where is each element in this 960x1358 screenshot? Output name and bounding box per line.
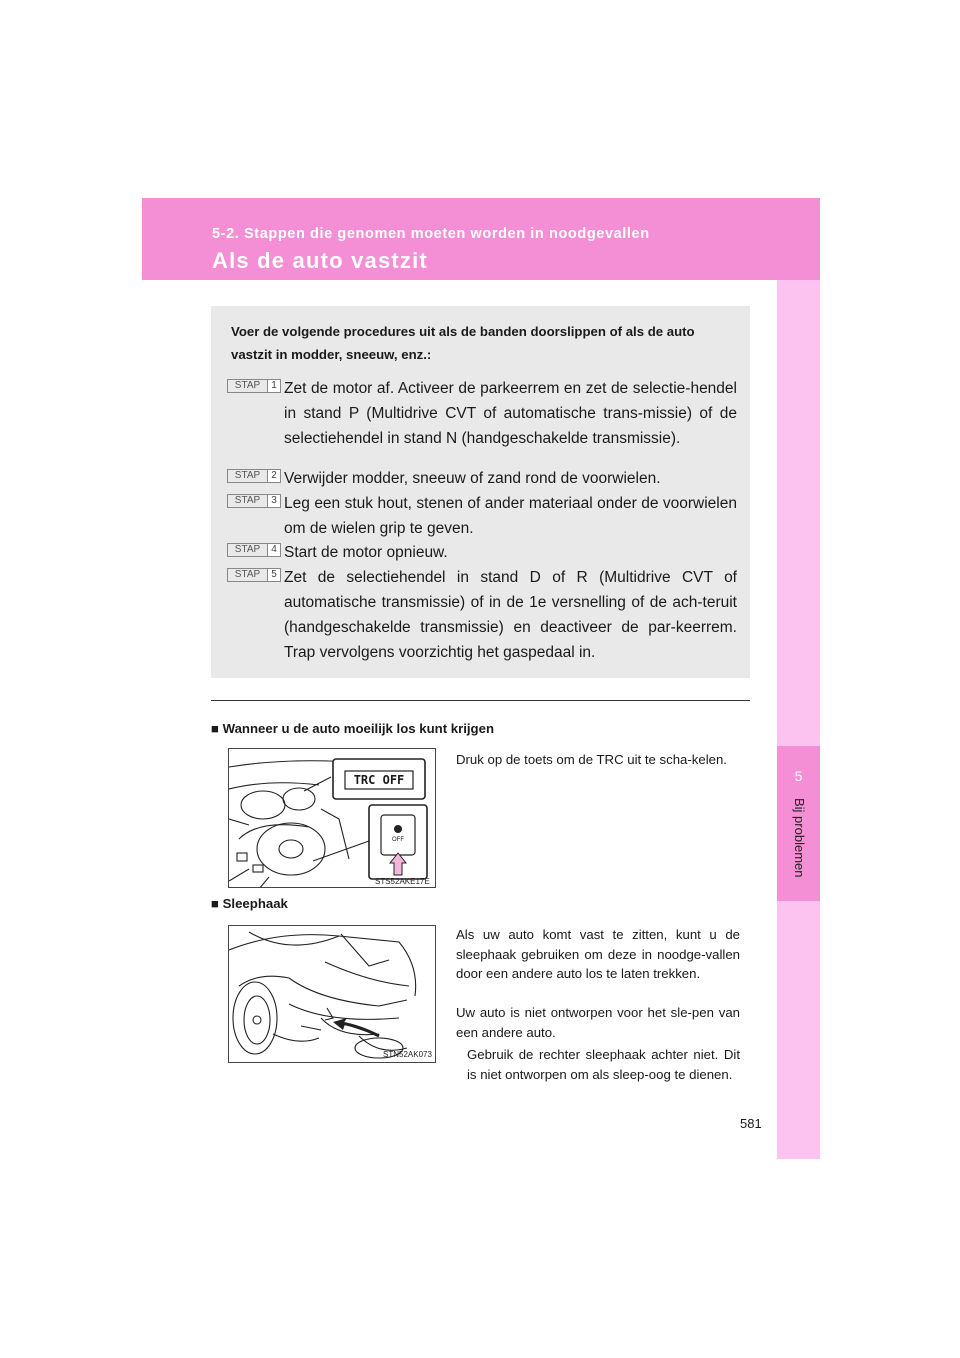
procedure-box — [211, 306, 750, 678]
towing-hook-text: Als uw auto komt vast te zitten, kunt u de sleephaak gebruiken om deze in noodge-vallen door een andere auto los te laten trekken. — [456, 927, 740, 981]
towing-hook-illustration-code: STN52AK073 — [383, 1050, 432, 1059]
step-badge — [227, 379, 281, 393]
step-badge-number: 4 — [267, 544, 280, 556]
towing-hook-text-2: Uw auto is niet ontworpen voor het sle-pen van een andere auto. — [456, 1005, 740, 1040]
step-badge — [227, 543, 281, 557]
step-text: Zet de selectiehendel in stand D of R (Multidrive CVT of automatische transmissie) of in de 1e versnelling of de ach-teruit (handgeschakelde transmissie) en deactiveer de par-keerrem. Trap vervolgens voorzichtig het gaspedaal in. — [284, 569, 737, 661]
step-5 — [227, 565, 737, 665]
dashboard-drawing — [229, 749, 436, 888]
step-badge-number: 3 — [267, 495, 280, 507]
step-badge-word: STAP — [234, 380, 261, 391]
trc-heading: ■ Wanneer u de auto moeilijk los kunt krijgen — [211, 721, 494, 736]
step-badge — [227, 568, 281, 582]
step-badge-word: STAP — [234, 544, 261, 555]
page-number: 581 — [740, 1116, 762, 1131]
step-text: Zet de motor af. Activeer de parkeerrem en zet de selectie-hendel in stand P (Multidrive CVT of automatische trans-missie) of de selectiehendel in stand N (handgeschakelde transmissie). — [284, 380, 737, 447]
step-4 — [227, 540, 737, 565]
step-badge — [227, 494, 281, 508]
step-badge-word: STAP — [234, 495, 261, 506]
step-badge-number: 2 — [267, 470, 280, 482]
trc-illustration — [228, 748, 436, 888]
page-title: Als de auto vastzit — [212, 248, 428, 273]
chapter-number: 5 — [794, 768, 803, 784]
side-strip — [777, 280, 820, 1159]
rear-car-drawing — [229, 926, 436, 1063]
trc-text: Druk op de toets om de TRC uit te scha-kelen. — [456, 752, 727, 767]
towing-hook-illustration — [228, 925, 436, 1063]
step-badge-word: STAP — [234, 470, 261, 481]
step-text: Verwijder modder, sneeuw of zand rond de voorwielen. — [284, 470, 661, 487]
step-text: Start de motor opnieuw. — [284, 544, 448, 561]
step-badge-word: STAP — [234, 569, 261, 580]
chapter-name: Bij problemen — [792, 798, 807, 878]
step-badge-number: 1 — [267, 380, 280, 392]
step-1 — [227, 376, 737, 451]
step-badge — [227, 469, 281, 483]
step-badge-number: 5 — [267, 569, 280, 581]
trc-off-label: TRC OFF — [353, 773, 405, 787]
step-3 — [227, 491, 737, 541]
step-2 — [227, 466, 737, 491]
towing-hook-note: Gebruik de rechter sleephaak achter niet. Dit is niet ontworpen om als sleep-oog te dienen. — [467, 1047, 740, 1082]
header-band — [142, 198, 820, 280]
trc-switch-label: OFF — [392, 837, 404, 843]
section-divider — [211, 700, 750, 701]
section-label: 5-2. Stappen die genomen moeten worden in noodgevallen — [212, 226, 650, 242]
chapter-tab — [777, 746, 820, 901]
trc-illustration-code: STS52AKE17E — [375, 877, 430, 886]
step-text: Leg een stuk hout, stenen of ander materiaal onder de voorwielen om de wielen grip te geven. — [284, 495, 737, 537]
towing-hook-heading: ■ Sleephaak — [211, 896, 288, 911]
procedure-intro: Voer de volgende procedures uit als de banden doorslippen of als de auto vastzit in modder, sneeuw, enz.: — [231, 324, 695, 362]
